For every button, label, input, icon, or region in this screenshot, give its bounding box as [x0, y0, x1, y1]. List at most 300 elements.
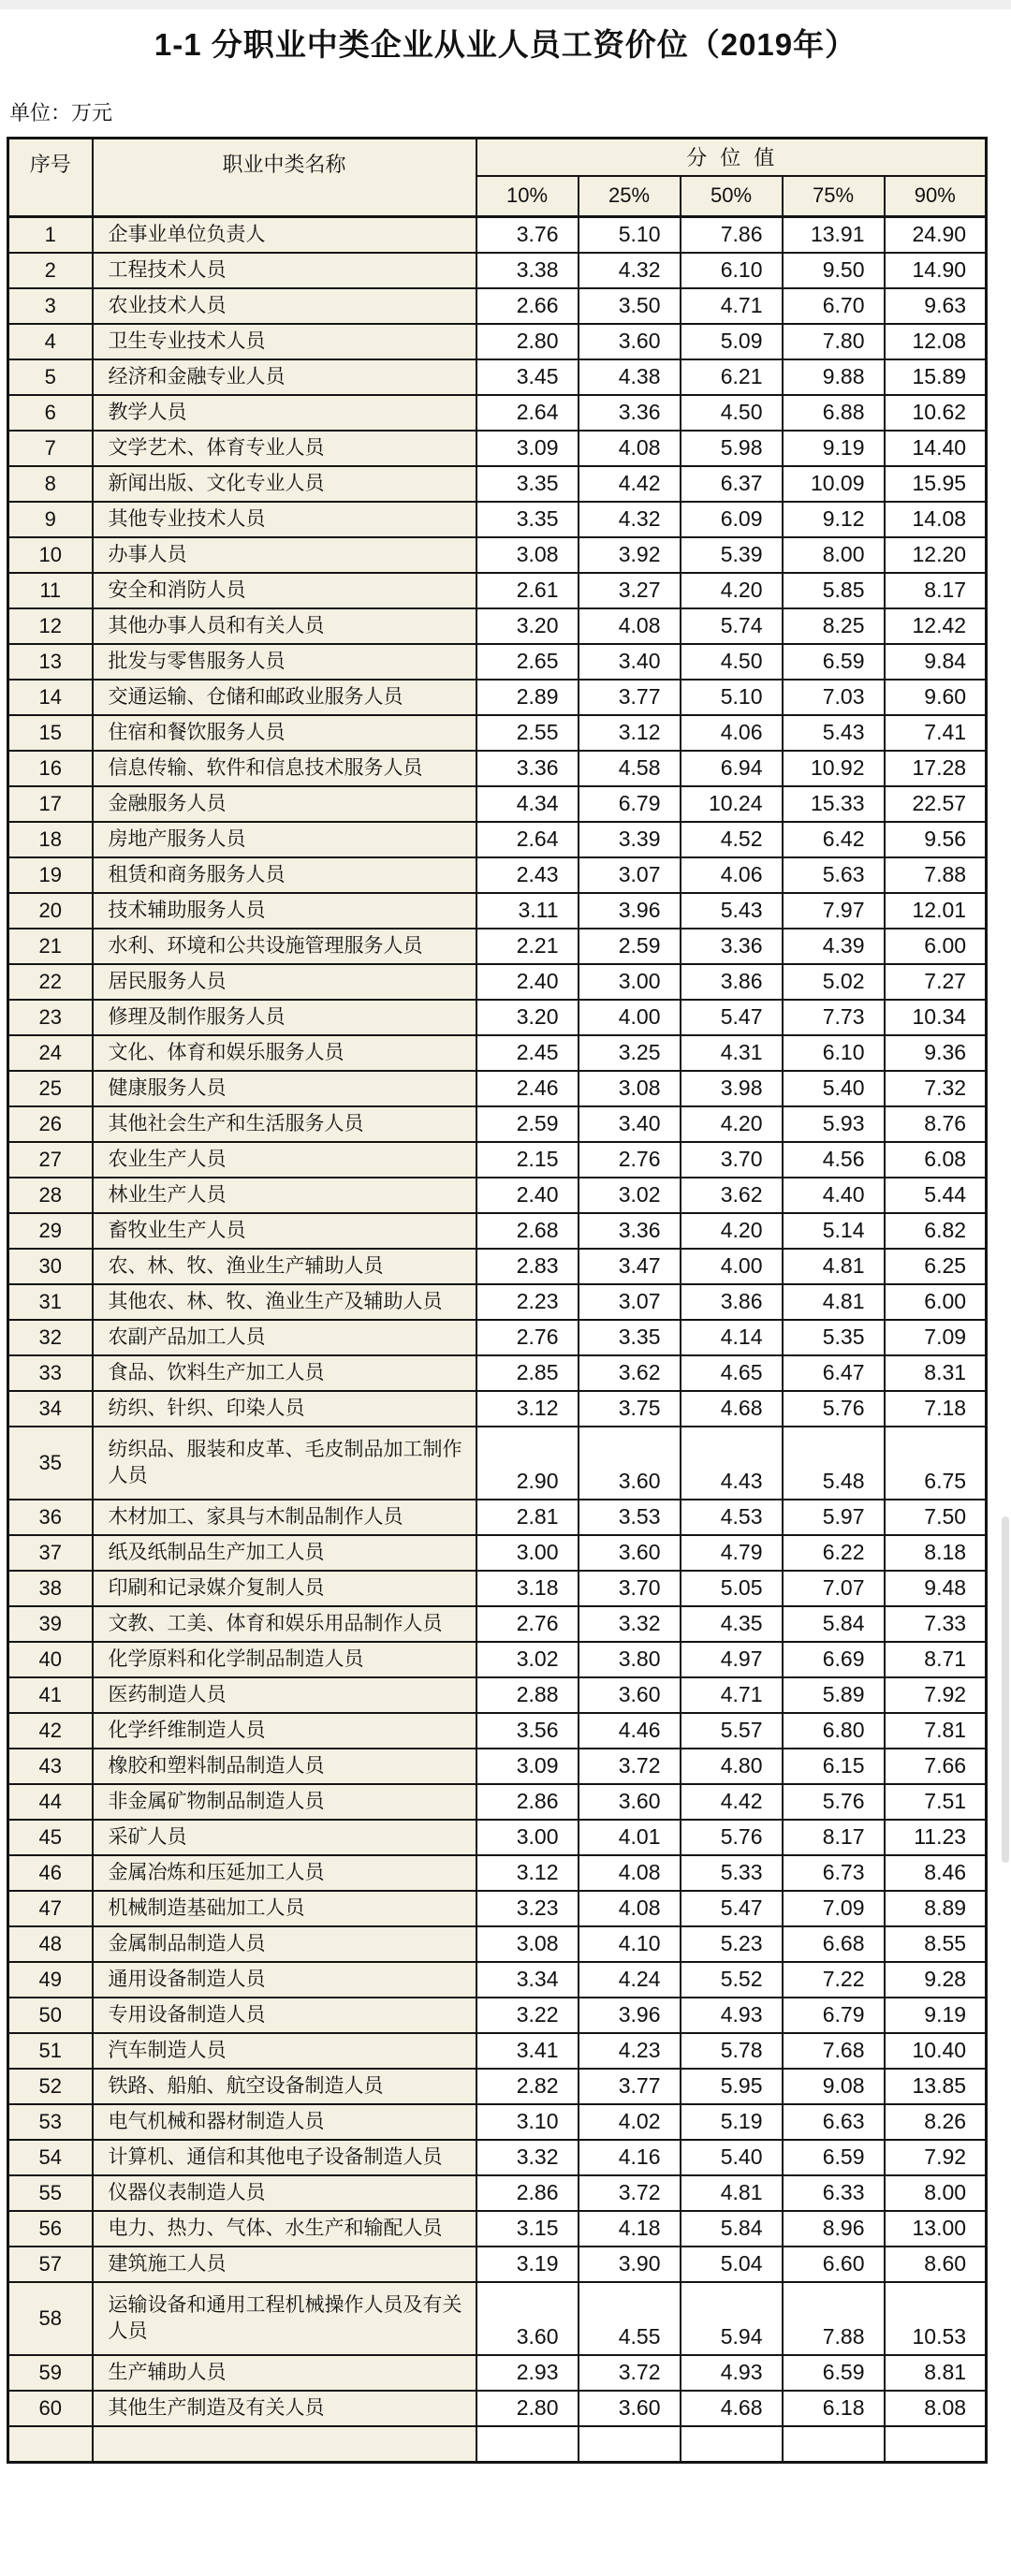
row-value: 4.38: [579, 359, 681, 395]
row-no: 31: [8, 1284, 93, 1320]
table-row: [8, 537, 987, 573]
row-no: [8, 2426, 93, 2462]
row-value: 4.01: [579, 1820, 681, 1855]
row-no: 5: [8, 359, 93, 395]
row-name: 新闻出版、文化专业人员: [93, 466, 476, 502]
row-name: 林业生产人员: [93, 1178, 476, 1213]
row-value: 14.08: [885, 502, 987, 537]
row-value: 3.36: [476, 751, 579, 786]
row-value: 4.81: [783, 1249, 885, 1284]
row-name: 水利、环境和公共设施管理服务人员: [93, 929, 476, 964]
row-name: 化学纤维制造人员: [93, 1713, 476, 1749]
row-value: 5.78: [681, 2033, 783, 2069]
row-value: 4.20: [681, 1106, 783, 1142]
row-name: 农、林、牧、渔业生产辅助人员: [93, 1249, 476, 1284]
row-value: 11.23: [885, 1820, 987, 1855]
row-value: 8.89: [885, 1891, 987, 1926]
row-value: 3.77: [579, 680, 681, 715]
row-value: 5.40: [681, 2140, 783, 2175]
row-value: 5.89: [783, 1677, 885, 1713]
row-value: 7.22: [783, 1962, 885, 1998]
row-value: 7.68: [783, 2033, 885, 2069]
row-no: 19: [8, 857, 93, 893]
row-value: 3.86: [681, 1284, 783, 1320]
row-no: 34: [8, 1391, 93, 1427]
row-value: 4.42: [681, 1784, 783, 1820]
row-value: 8.96: [783, 2211, 885, 2247]
row-value: 4.55: [579, 2282, 681, 2355]
row-value: 5.47: [681, 1891, 783, 1926]
row-value: 4.00: [579, 1000, 681, 1035]
row-name: 机械制造基础加工人员: [93, 1891, 476, 1926]
row-value: 3.07: [579, 1284, 681, 1320]
row-value: 7.09: [783, 1891, 885, 1926]
row-value: 9.08: [783, 2069, 885, 2104]
row-value: 4.14: [681, 1320, 783, 1355]
row-value: 3.47: [579, 1249, 681, 1284]
header-pct-25: 25%: [579, 176, 681, 217]
row-no: 7: [8, 431, 93, 466]
row-name: 印刷和记录媒介复制人员: [93, 1571, 476, 1606]
row-no: 12: [8, 608, 93, 644]
row-value: 4.39: [783, 929, 885, 964]
table-row: [8, 1178, 987, 1213]
row-value: 6.60: [783, 2247, 885, 2282]
row-value: 3.35: [579, 1320, 681, 1355]
row-value: 3.60: [579, 1427, 681, 1500]
row-value: 3.70: [579, 1571, 681, 1606]
row-value: 3.60: [579, 1677, 681, 1713]
row-name: 房地产服务人员: [93, 822, 476, 857]
row-value: 10.34: [885, 1000, 987, 1035]
row-value: 5.93: [783, 1106, 885, 1142]
row-value: 4.50: [681, 395, 783, 431]
row-value: 12.08: [885, 324, 987, 359]
table-row: [8, 1677, 987, 1713]
row-name: 文教、工美、体育和娱乐用品制作人员: [93, 1606, 476, 1642]
row-value: 2.15: [476, 1142, 579, 1178]
row-value: 4.31: [681, 1035, 783, 1071]
row-value: 2.64: [476, 395, 579, 431]
row-value: 3.32: [579, 1606, 681, 1642]
row-value: 6.37: [681, 466, 783, 502]
row-value: 8.55: [885, 1926, 987, 1962]
row-value: 3.32: [476, 2140, 579, 2175]
row-value: 3.08: [476, 1926, 579, 1962]
table-row: [8, 2247, 987, 2282]
table-row-partial: [8, 2426, 987, 2462]
row-value: 6.25: [885, 1249, 987, 1284]
table-row: [8, 573, 987, 608]
row-value: 3.72: [579, 2175, 681, 2211]
row-value: 5.76: [783, 1784, 885, 1820]
table-row: [8, 1355, 987, 1391]
row-value: 3.34: [476, 1962, 579, 1998]
table-row: [8, 431, 987, 466]
table-row: [8, 2069, 987, 2104]
row-name: 木材加工、家具与木制品制作人员: [93, 1500, 476, 1535]
row-value: 3.12: [476, 1855, 579, 1891]
row-value: 5.63: [783, 857, 885, 893]
row-value: 5.57: [681, 1713, 783, 1749]
row-no: 55: [8, 2175, 93, 2211]
row-no: 57: [8, 2247, 93, 2282]
row-value: 2.23: [476, 1284, 579, 1320]
row-value: 7.86: [681, 217, 783, 254]
row-value: 9.28: [885, 1962, 987, 1998]
header-pct-90: 90%: [885, 176, 987, 217]
row-value: 6.59: [783, 2355, 885, 2391]
table-row: [8, 288, 987, 324]
row-no: 13: [8, 644, 93, 680]
row-value: 4.20: [681, 1213, 783, 1249]
row-value: 4.08: [579, 1891, 681, 1926]
row-value: 5.02: [783, 964, 885, 1000]
row-value: 2.64: [476, 822, 579, 857]
row-no: 15: [8, 715, 93, 751]
row-no: 42: [8, 1713, 93, 1749]
row-name: 运输设备和通用工程机械操作人员及有关人员: [93, 2282, 476, 2355]
row-value: 3.20: [476, 1000, 579, 1035]
row-value: 3.90: [579, 2247, 681, 2282]
row-value: 4.34: [476, 786, 579, 822]
row-value: 4.40: [783, 1178, 885, 1213]
row-value: 15.89: [885, 359, 987, 395]
row-value: 3.86: [681, 964, 783, 1000]
row-value: 4.71: [681, 1677, 783, 1713]
row-value: 2.76: [579, 1142, 681, 1178]
table-row: [8, 2355, 987, 2391]
row-value: 5.52: [681, 1962, 783, 1998]
row-value: 5.43: [681, 893, 783, 929]
row-value: 6.63: [783, 2104, 885, 2140]
row-value: 2.59: [579, 929, 681, 964]
row-value: 2.59: [476, 1106, 579, 1142]
row-value: 5.35: [783, 1320, 885, 1355]
row-no: 23: [8, 1000, 93, 1035]
table-row: [8, 1284, 987, 1320]
row-no: 41: [8, 1677, 93, 1713]
row-value: 3.35: [476, 502, 579, 537]
table-row: [8, 893, 987, 929]
row-no: 53: [8, 2104, 93, 2140]
row-value: 14.90: [885, 253, 987, 288]
row-value: 6.82: [885, 1213, 987, 1249]
row-no: 32: [8, 1320, 93, 1355]
row-value: 7.51: [885, 1784, 987, 1820]
table-row: [8, 1855, 987, 1891]
row-value: 3.80: [579, 1642, 681, 1677]
row-value: 3.62: [579, 1355, 681, 1391]
row-value: 9.60: [885, 680, 987, 715]
header-percentile-group: 分位值: [476, 139, 987, 176]
row-value: 2.40: [476, 1178, 579, 1213]
row-value: 4.80: [681, 1749, 783, 1784]
row-value: 3.09: [476, 1749, 579, 1784]
row-value: 2.83: [476, 1249, 579, 1284]
table-row: [8, 1962, 987, 1998]
table-row: [8, 2104, 987, 2140]
row-value: 4.06: [681, 715, 783, 751]
row-value: 4.50: [681, 644, 783, 680]
row-value: 3.96: [579, 893, 681, 929]
row-value: 3.07: [579, 857, 681, 893]
row-value: 3.50: [579, 288, 681, 324]
row-value: 7.33: [885, 1606, 987, 1642]
row-value: 4.81: [783, 1284, 885, 1320]
row-value: 6.00: [885, 929, 987, 964]
row-value: 7.88: [885, 857, 987, 893]
row-value: 6.10: [783, 1035, 885, 1071]
row-value: 8.71: [885, 1642, 987, 1677]
row-name: 农业技术人员: [93, 288, 476, 324]
row-value: 7.03: [783, 680, 885, 715]
row-value: 5.43: [783, 715, 885, 751]
table-row: [8, 2033, 987, 2069]
table-row: [8, 751, 987, 786]
row-value: 5.95: [681, 2069, 783, 2104]
row-value: 4.32: [579, 502, 681, 537]
row-value: 4.08: [579, 431, 681, 466]
table-row: [8, 1142, 987, 1178]
table-row: [8, 1784, 987, 1820]
table-row: [8, 680, 987, 715]
table-row: [8, 1642, 987, 1677]
row-value: 4.16: [579, 2140, 681, 2175]
row-value: 3.09: [476, 431, 579, 466]
row-value: 8.31: [885, 1355, 987, 1391]
row-value: 5.14: [783, 1213, 885, 1249]
row-name: 金属冶炼和压延加工人员: [93, 1855, 476, 1891]
table-body: [8, 217, 987, 2463]
row-value: 8.17: [783, 1820, 885, 1855]
row-name: 仪器仪表制造人员: [93, 2175, 476, 2211]
row-no: 21: [8, 929, 93, 964]
row-value: 3.38: [476, 253, 579, 288]
row-value: 2.93: [476, 2355, 579, 2391]
row-name: 金融服务人员: [93, 786, 476, 822]
row-name: [93, 2426, 476, 2462]
row-value: 2.76: [476, 1606, 579, 1642]
row-value: 3.00: [579, 964, 681, 1000]
row-value: 5.09: [681, 324, 783, 359]
table-row: [8, 1500, 987, 1535]
row-value: 9.84: [885, 644, 987, 680]
table-row: [8, 466, 987, 502]
row-value: 7.07: [783, 1571, 885, 1606]
row-value: 3.20: [476, 608, 579, 644]
table-row: [8, 715, 987, 751]
row-value: [476, 2426, 579, 2462]
table-row: [8, 608, 987, 644]
row-value: 2.81: [476, 1500, 579, 1535]
row-value: 5.84: [681, 2211, 783, 2247]
row-value: 6.80: [783, 1713, 885, 1749]
row-value: 3.53: [579, 1500, 681, 1535]
row-value: 9.19: [885, 1998, 987, 2033]
row-value: 3.12: [579, 715, 681, 751]
table-row: [8, 1106, 987, 1142]
row-value: 3.08: [476, 537, 579, 573]
row-value: 3.35: [476, 466, 579, 502]
row-value: 5.10: [579, 217, 681, 254]
table-row: [8, 2140, 987, 2175]
row-value: 2.46: [476, 1071, 579, 1106]
row-value: 3.77: [579, 2069, 681, 2104]
row-value: 8.08: [885, 2391, 987, 2426]
row-value: 4.42: [579, 466, 681, 502]
row-value: 5.98: [681, 431, 783, 466]
row-name: 食品、饮料生产加工人员: [93, 1355, 476, 1391]
row-value: 12.20: [885, 537, 987, 573]
row-value: 6.79: [579, 786, 681, 822]
row-name: 卫生专业技术人员: [93, 324, 476, 359]
row-value: 2.65: [476, 644, 579, 680]
row-value: 4.08: [579, 1855, 681, 1891]
row-no: 48: [8, 1926, 93, 1962]
row-name: 农副产品加工人员: [93, 1320, 476, 1355]
row-name: 金属制品制造人员: [93, 1926, 476, 1962]
row-no: 56: [8, 2211, 93, 2247]
row-value: 5.39: [681, 537, 783, 573]
row-value: 9.88: [783, 359, 885, 395]
row-value: 9.19: [783, 431, 885, 466]
row-value: [681, 2426, 783, 2462]
row-value: 3.19: [476, 2247, 579, 2282]
row-value: 3.92: [579, 537, 681, 573]
row-value: 4.97: [681, 1642, 783, 1677]
row-value: 4.10: [579, 1926, 681, 1962]
row-value: 6.69: [783, 1642, 885, 1677]
row-no: 28: [8, 1178, 93, 1213]
row-no: 24: [8, 1035, 93, 1071]
row-value: 5.47: [681, 1000, 783, 1035]
row-no: 11: [8, 573, 93, 608]
row-name: 其他生产制造及有关人员: [93, 2391, 476, 2426]
row-no: 59: [8, 2355, 93, 2391]
row-value: 5.23: [681, 1926, 783, 1962]
row-value: 3.62: [681, 1178, 783, 1213]
row-value: 6.42: [783, 822, 885, 857]
row-value: 4.81: [681, 2175, 783, 2211]
row-value: 4.56: [783, 1142, 885, 1178]
row-value: 4.52: [681, 822, 783, 857]
row-value: 6.68: [783, 1926, 885, 1962]
row-value: 7.41: [885, 715, 987, 751]
unit-label: 单位：万元: [9, 101, 113, 124]
row-value: 7.81: [885, 1713, 987, 1749]
row-value: 8.76: [885, 1106, 987, 1142]
table-row: [8, 1535, 987, 1571]
table-header: [8, 139, 987, 217]
row-name: 纺织、针织、印染人员: [93, 1391, 476, 1427]
table-row: [8, 1749, 987, 1784]
row-value: 3.22: [476, 1998, 579, 2033]
row-value: 6.00: [885, 1284, 987, 1320]
table-row: [8, 1713, 987, 1749]
row-value: 3.02: [579, 1178, 681, 1213]
row-value: 2.85: [476, 1355, 579, 1391]
row-name: 信息传输、软件和信息技术服务人员: [93, 751, 476, 786]
row-no: 20: [8, 893, 93, 929]
row-value: 3.10: [476, 2104, 579, 2140]
row-value: 4.79: [681, 1535, 783, 1571]
scrollbar-thumb[interactable]: [1002, 1516, 1009, 1863]
row-value: 6.59: [783, 2140, 885, 2175]
header-row-top: [8, 139, 987, 176]
table-row: [8, 2391, 987, 2426]
row-value: 24.90: [885, 217, 987, 254]
row-no: 50: [8, 1998, 93, 2033]
row-no: 29: [8, 1213, 93, 1249]
row-value: 8.46: [885, 1855, 987, 1891]
table-row: [8, 1320, 987, 1355]
row-name: 生产辅助人员: [93, 2355, 476, 2391]
row-value: 7.09: [885, 1320, 987, 1355]
row-name: 计算机、通信和其他电子设备制造人员: [93, 2140, 476, 2175]
row-no: 22: [8, 964, 93, 1000]
row-value: 7.32: [885, 1071, 987, 1106]
row-value: 3.23: [476, 1891, 579, 1926]
row-name: 化学原料和化学制品制造人员: [93, 1642, 476, 1677]
row-value: [885, 2426, 987, 2462]
row-value: 3.60: [476, 2282, 579, 2355]
table-row: [8, 1000, 987, 1035]
row-no: 58: [8, 2282, 93, 2355]
row-name: 安全和消防人员: [93, 573, 476, 608]
row-name: 其他农、林、牧、渔业生产及辅助人员: [93, 1284, 476, 1320]
row-value: 5.76: [783, 1391, 885, 1427]
row-value: 7.88: [783, 2282, 885, 2355]
row-value: 6.88: [783, 395, 885, 431]
row-value: 2.80: [476, 324, 579, 359]
row-no: 39: [8, 1606, 93, 1642]
row-value: 10.24: [681, 786, 783, 822]
row-value: 9.50: [783, 253, 885, 288]
row-value: 2.45: [476, 1035, 579, 1071]
row-name: 农业生产人员: [93, 1142, 476, 1178]
row-name: 企事业单位负责人: [93, 217, 476, 254]
row-value: 4.08: [579, 608, 681, 644]
header-pct-50: 50%: [681, 176, 783, 217]
row-name: 建筑施工人员: [93, 2247, 476, 2282]
row-name: 居民服务人员: [93, 964, 476, 1000]
row-value: 2.82: [476, 2069, 579, 2104]
row-value: 13.91: [783, 217, 885, 254]
row-name: 采矿人员: [93, 1820, 476, 1855]
row-value: 3.56: [476, 1713, 579, 1749]
row-value: 5.05: [681, 1571, 783, 1606]
page-title: 1-1 分职业中类企业从业人员工资价位（2019年）: [154, 27, 857, 62]
row-value: 9.56: [885, 822, 987, 857]
row-value: 8.00: [783, 537, 885, 573]
row-no: 33: [8, 1355, 93, 1391]
table-row: [8, 1998, 987, 2033]
row-value: 7.27: [885, 964, 987, 1000]
row-value: 2.86: [476, 1784, 579, 1820]
row-name: 其他专业技术人员: [93, 502, 476, 537]
row-value: 8.17: [885, 573, 987, 608]
row-value: 3.36: [579, 1213, 681, 1249]
row-no: 40: [8, 1642, 93, 1677]
row-value: 6.21: [681, 359, 783, 395]
row-no: 52: [8, 2069, 93, 2104]
wage-table: [7, 137, 988, 2464]
row-value: 3.39: [579, 822, 681, 857]
row-value: 2.21: [476, 929, 579, 964]
row-no: 47: [8, 1891, 93, 1926]
row-name: 租赁和商务服务人员: [93, 857, 476, 893]
